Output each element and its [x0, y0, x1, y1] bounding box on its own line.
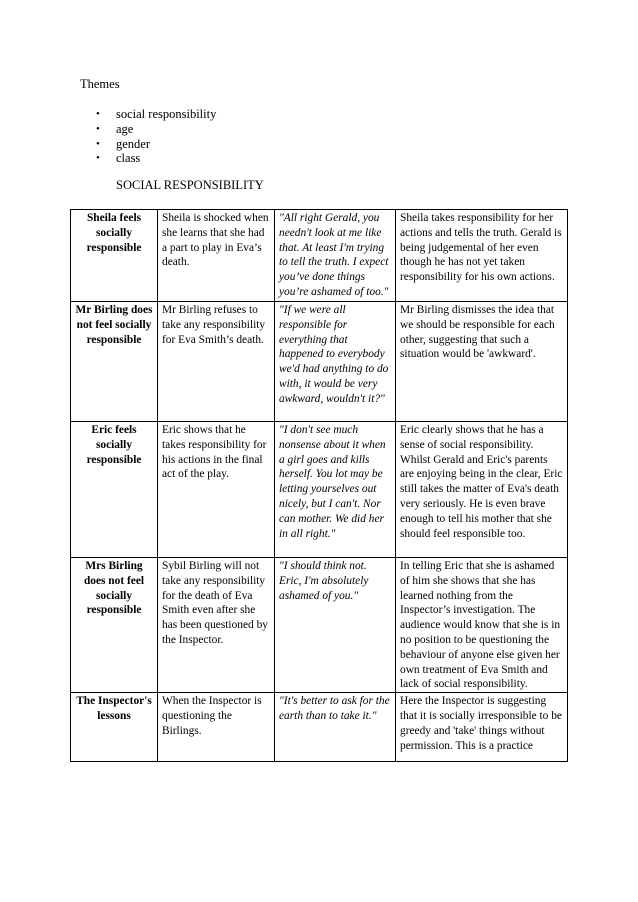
bullet-icon: •: [96, 152, 100, 165]
character-cell: Mrs Birling does not feel socially responsible: [71, 558, 158, 693]
explanation-cell: Here the Inspector is suggesting that it is socially irresponsible to be greedy and 'take' things without permission. This is a practice: [396, 693, 568, 762]
table-row: [71, 210, 568, 302]
quote-cell: "I should think not. Eric, I'm absolutely ashamed of you.": [275, 558, 396, 693]
page-title: Themes: [80, 77, 120, 91]
character-cell: The Inspector's lessons: [71, 693, 158, 762]
quote-cell: "If we were all responsible for everything that happened to everybody we'd had anything to do with, it would be very awkward, wouldn't it?": [275, 302, 396, 422]
quote-cell: "It's better to ask for the earth than to take it.": [275, 693, 396, 762]
list-item: [96, 137, 216, 152]
section-heading: SOCIAL RESPONSIBILITY: [116, 178, 264, 192]
table-row: [71, 302, 568, 422]
description-cell: Mr Birling refuses to take any responsibility for Eva Smith’s death.: [158, 302, 275, 422]
bullet-icon: •: [96, 137, 100, 150]
description-cell: Eric shows that he takes responsibility for his actions in the final act of the play.: [158, 422, 275, 558]
theme-label: gender: [116, 136, 151, 151]
character-cell: Sheila feels socially responsible: [71, 210, 158, 302]
table-row: [71, 422, 568, 558]
quote-cell: "All right Gerald, you needn't look at me like that. At least I'm trying to tell the truth. I expect you’ve done things you’re ashamed of too.": [275, 210, 396, 302]
quote-cell: "I don't see much nonsense about it when a girl goes and kills herself. You lot may be letting yourselves out nicely, but I can't. Nor can mother. We did her in all right.": [275, 422, 396, 558]
character-cell: Mr Birling does not feel socially responsible: [71, 302, 158, 422]
list-item: [96, 122, 216, 137]
themes-list: [96, 107, 216, 166]
theme-label: social responsibility: [116, 107, 217, 121]
theme-label: class: [116, 151, 141, 166]
description-cell: When the Inspector is questioning the Birlings.: [158, 693, 275, 762]
bullet-icon: •: [96, 108, 100, 120]
bullet-icon: •: [96, 122, 100, 135]
list-item: [96, 107, 216, 122]
list-item: [96, 151, 216, 166]
explanation-cell: Eric clearly shows that he has a sense of social responsibility. Whilst Gerald and Eric's parents are enjoying being in the clear, Eric still takes the matter of Eva's death very seriously. He is even brave enough to tell his mother that she should feel responsible too.: [396, 422, 568, 558]
description-cell: Sheila is shocked when she learns that she had a part to play in Eva’s death.: [158, 210, 275, 302]
table-row: [71, 693, 568, 762]
explanation-cell: Sheila takes responsibility for her actions and tells the truth. Gerald is being judgemental of her even though he has not yet taken responsibility for his own actions.: [396, 210, 568, 302]
description-cell: Sybil Birling will not take any responsibility for the death of Eva Smith even after she has been questioned by the Inspector.: [158, 558, 275, 693]
theme-label: age: [116, 121, 134, 136]
social-responsibility-table: [70, 209, 568, 762]
explanation-cell: Mr Birling dismisses the idea that we should be responsible for each other, suggesting that such a situation would be 'awkward'.: [396, 302, 568, 422]
explanation-cell: In telling Eric that she is ashamed of him she shows that she has learned nothing from the Inspector’s investigation. The audience would know that she is in no position to be questioning the behaviour of anyone else given her own treatment of Eva Smith and lack of social responsibility.: [396, 558, 568, 693]
table-row: [71, 558, 568, 693]
character-cell: Eric feels socially responsible: [71, 422, 158, 558]
